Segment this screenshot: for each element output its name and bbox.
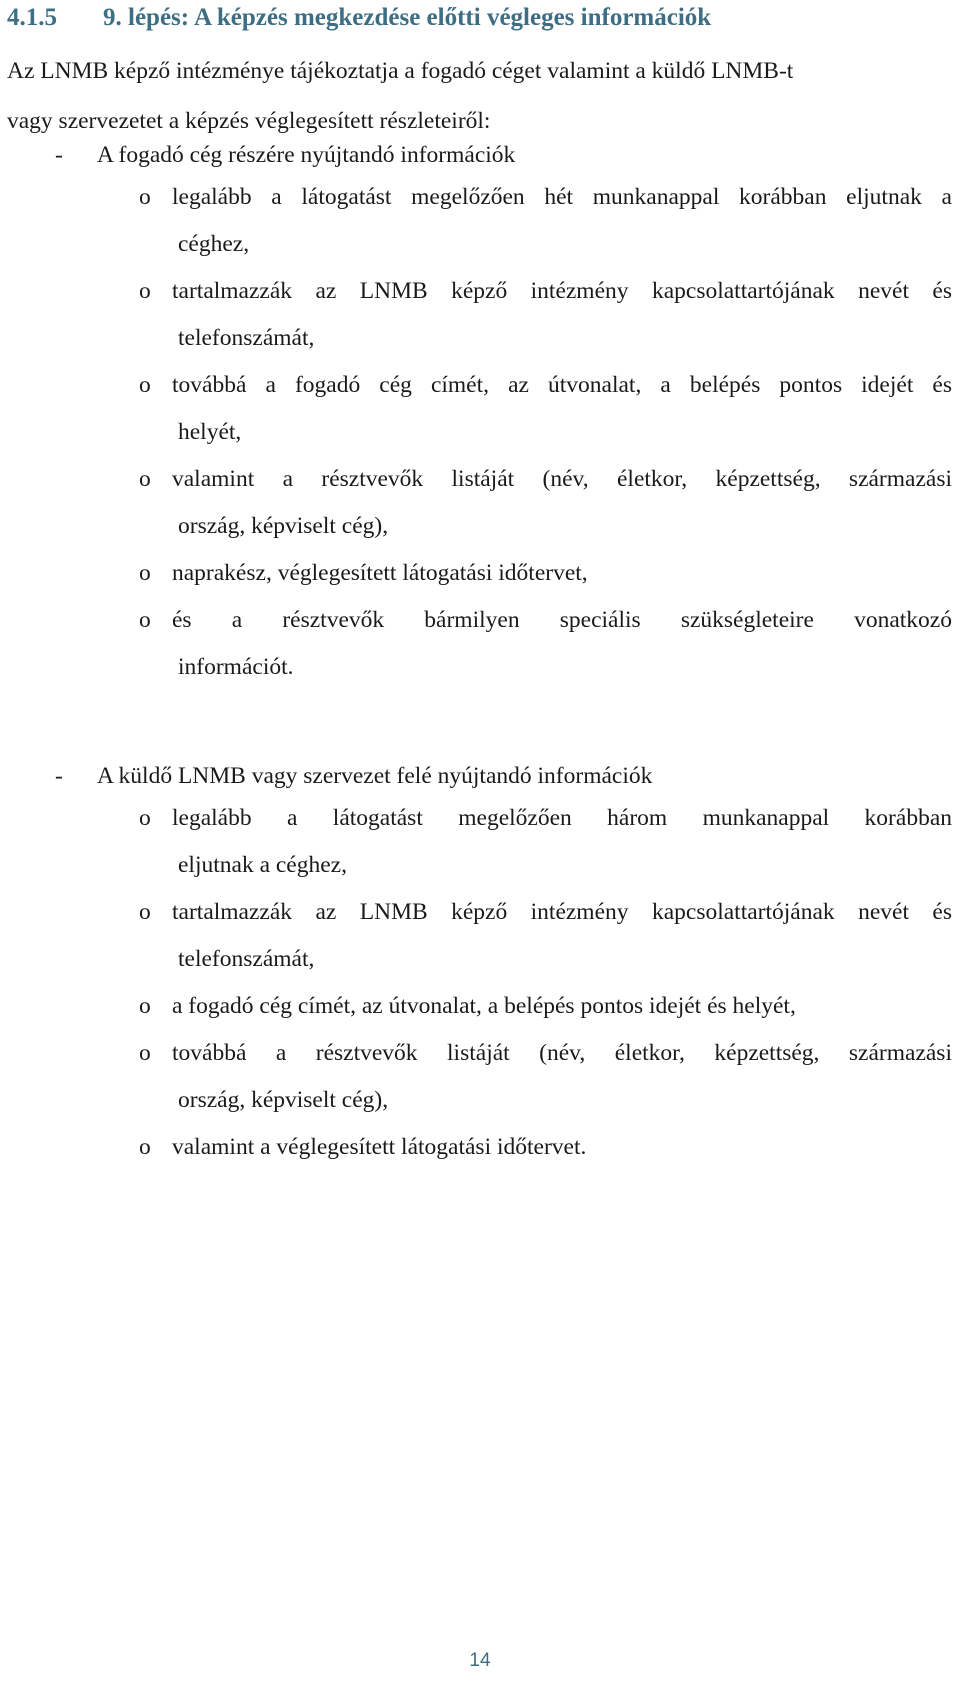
list-item (0, 1124, 960, 1171)
dash-bullet: - (55, 142, 63, 168)
section-number: 4.1.5 (7, 4, 57, 31)
circle-bullet: o (139, 805, 151, 831)
list-item-text: valamint a résztvevők listáját (név, életkor, képzettség, származási (172, 466, 952, 492)
section-title: 9. lépés: A képzés megkezdése előtti végleges információk (103, 4, 712, 31)
circle-bullet: o (139, 1134, 151, 1160)
list-item (0, 889, 960, 983)
circle-bullet: o (139, 993, 151, 1019)
list-item-text: telefonszámát, (178, 325, 315, 351)
list-item-text: továbbá a résztvevők listáját (név, életkor, képzettség, származási (172, 1040, 952, 1066)
list-kuldo-lnmb (0, 751, 960, 1171)
list-fogado-ceg (0, 130, 960, 691)
list-item (0, 795, 960, 889)
intro-line: Az LNMB képző intézménye tájékoztatja a fogadó céget valamint a küldő LNMB-t (7, 58, 794, 84)
list-item-text: a fogadó cég címét, az útvonalat, a belépés pontos idejét és helyét, (172, 993, 796, 1019)
list-item-text: ország, képviselt cég), (178, 513, 389, 539)
list-item-title: A fogadó cég részére nyújtandó információk (97, 142, 516, 168)
section-heading (7, 2, 711, 34)
list-item-level1 (0, 130, 960, 180)
list-item (0, 1030, 960, 1124)
list-item-text: tartalmazzák az LNMB képző intézmény kapcsolattartójának nevét és (172, 278, 952, 304)
list-item (0, 174, 960, 268)
circle-bullet: o (139, 560, 151, 586)
list-item-text: továbbá a fogadó cég címét, az útvonalat, a belépés pontos idejét és (172, 372, 952, 398)
circle-bullet: o (139, 372, 151, 398)
list-item (0, 550, 960, 597)
list-item (0, 597, 960, 691)
list-item-text: ország, képviselt cég), (178, 1087, 389, 1113)
circle-bullet: o (139, 466, 151, 492)
list-item-text: legalább a látogatást megelőzően hét munkanappal korábban eljutnak a (172, 184, 952, 210)
circle-bullet: o (139, 607, 151, 633)
circle-bullet: o (139, 184, 151, 210)
list-item (0, 362, 960, 456)
list-item-text: és a résztvevők bármilyen speciális szükségleteire vonatkozó (172, 607, 952, 633)
list-item-text: helyét, (178, 419, 242, 445)
list-item-text: naprakész, véglegesített látogatási időtervet, (172, 560, 588, 586)
list-item (0, 268, 960, 362)
intro-line: vagy szervezetet a képzés véglegesített részleteiről: (7, 108, 491, 134)
list-item-text: céghez, (178, 231, 250, 257)
list-item-text: tartalmazzák az LNMB képző intézmény kapcsolattartójának nevét és (172, 899, 952, 925)
list-item (0, 456, 960, 550)
circle-bullet: o (139, 278, 151, 304)
list-item-level1 (0, 751, 960, 801)
list-item-text: telefonszámát, (178, 946, 315, 972)
dash-bullet: - (55, 763, 63, 789)
list-item-text: információt. (178, 654, 294, 680)
list-item-text: eljutnak a céghez, (178, 852, 347, 878)
page-number: 14 (469, 1650, 491, 1671)
list-item-text: valamint a véglegesített látogatási időtervet. (172, 1134, 587, 1160)
circle-bullet: o (139, 899, 151, 925)
circle-bullet: o (139, 1040, 151, 1066)
list-item (0, 983, 960, 1030)
list-item-text: legalább a látogatást megelőzően három munkanappal korábban (172, 805, 952, 831)
list-item-title: A küldő LNMB vagy szervezet felé nyújtandó információk (97, 763, 653, 789)
